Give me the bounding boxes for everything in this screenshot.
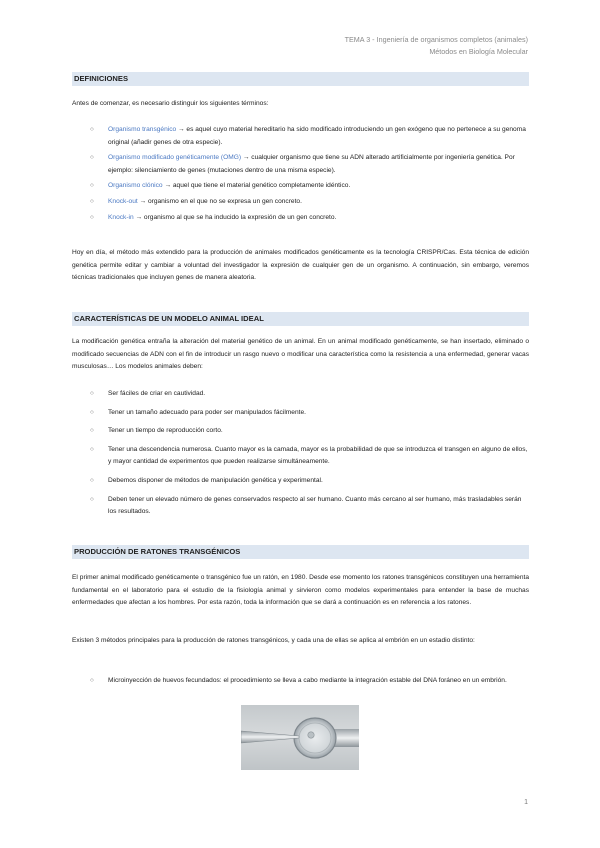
bullet-icon: ○ xyxy=(90,495,94,503)
page-header xyxy=(345,34,528,58)
list-item xyxy=(88,196,528,209)
list-item-text: Tener un tiempo de reproducción corto. xyxy=(108,427,223,435)
list-item xyxy=(88,212,528,225)
definition-text: → organismo al que se ha inducido la expresión de un gen concreto. xyxy=(133,213,337,221)
list-item xyxy=(88,425,528,438)
bullet-icon: ○ xyxy=(90,476,94,484)
definiciones-closing: Hoy en día, el método más extendido para la producción de animales modificados genéticamente es la tecnología CRISPR/Cas. Esta técnica de edición genética permite editar y cambiar a voluntad del investigador la expresión de cualquier gen de un organismo. A continuación, sin embargo, veremos técnicas tradicionales que incluyen genes de manera aleatoria. xyxy=(72,249,529,282)
bullet-icon: ○ xyxy=(90,126,94,133)
bullet-icon: ○ xyxy=(90,677,94,684)
list-item xyxy=(88,444,528,469)
microinjection-illustration xyxy=(241,705,359,770)
pronucleus xyxy=(308,732,314,738)
holding-pipette xyxy=(333,729,359,747)
bullet-icon: ○ xyxy=(90,197,94,205)
page-number: 1 xyxy=(524,799,528,806)
bullet-icon: ○ xyxy=(90,213,94,221)
bullet-icon: ○ xyxy=(90,445,94,453)
list-item-text: Ser fáciles de criar en cautividad. xyxy=(108,390,206,397)
microinjection-image xyxy=(241,705,359,770)
bullet-icon: ○ xyxy=(90,390,94,397)
produccion-paragraph-2: Existen 3 métodos principales para la producción de ratones transgénicos, y cada una de ellas se aplica al embrión en un estadio distinto: xyxy=(72,637,475,644)
list-item-text: Microinyección de huevos fecundados: el procedimiento se lleva a cabo mediante la integración estable del DNA foráneo en un embrión. xyxy=(108,677,507,684)
bullet-icon: ○ xyxy=(90,408,94,416)
list-item xyxy=(88,675,528,688)
list-item xyxy=(88,494,528,519)
header-topic: TEMA 3 - Ingeniería de organismos completos (animales) xyxy=(344,35,528,44)
bullet-icon: ○ xyxy=(90,182,94,190)
list-item-text: Tener un tamaño adecuado para poder ser manipulados fácilmente. xyxy=(108,408,306,416)
definiciones-intro: Antes de comenzar, es necesario distinguir los siguientes términos: xyxy=(72,100,269,107)
list-item-text: Debemos disponer de métodos de manipulación genética y experimental. xyxy=(108,476,323,484)
definition-text: → cualquier organismo que tiene su ADN alterado artificialmente por ingeniería genética. Por ejemplo: silenciamiento de genes (mutaciones dentro de una misma especie). xyxy=(108,154,515,174)
definitions-list xyxy=(88,124,528,224)
definition-term: Knock-out xyxy=(108,197,138,205)
definition-text: → organismo en el que no se expresa un gen concreto. xyxy=(137,197,302,205)
produccion-paragraph-1: El primer animal modificado genéticamente o transgénico fue un ratón, en 1980. Desde ese momento los ratones transgénicos constituyen una herramienta fundamental en el laboratorio para el estudio de la fisiología animal y sirvieron como modelos experimentales para entender la base de muchas enfermedades que afectan a los hombres. Por esta razón, toda la información que se dará a continuación es en referencia a los ratones. xyxy=(72,574,529,607)
definition-text: → aquel que tiene el material genético completamente idéntico. xyxy=(162,182,351,190)
list-item xyxy=(88,152,528,177)
bullet-icon: ○ xyxy=(90,154,94,162)
list-item xyxy=(88,124,528,149)
definition-term: Organismo clónico xyxy=(108,182,163,190)
injection-needle xyxy=(241,731,299,743)
definition-term: Organismo transgénico xyxy=(108,126,177,133)
methods-list xyxy=(88,675,528,688)
egg-cell xyxy=(294,718,336,758)
section-title-definiciones: DEFINICIONES xyxy=(72,72,529,86)
list-item-text: Tener una descendencia numerosa. Cuanto mayor es la camada, mayor es la probabilidad de que se introduzca el transgen en alguno de ellos, y mayor cantidad de experimentos que pueden realizarse simultáneamente. xyxy=(108,445,528,466)
list-item xyxy=(88,388,528,401)
definition-term: Organismo modificado genéticamente (OMG) xyxy=(108,154,242,162)
section-title-caracteristicas: CARACTERÍSTICAS DE UN MODELO ANIMAL IDEAL xyxy=(72,312,529,326)
section-title-produccion: PRODUCCIÓN DE RATONES TRANSGÉNICOS xyxy=(72,545,529,559)
definition-term: Knock-in xyxy=(108,213,134,221)
model-requirements-list xyxy=(88,388,528,519)
list-item xyxy=(88,180,528,193)
caracteristicas-intro: La modificación genética entraña la alteración del material genético de un animal. En un animal modificado genéticamente, se han insertado, eliminado o modificado secuencias de ADN con el fin de introducir un rasgo nuevo o modificar una característica como la resistencia a una enfermedad, generar vacas musculosas… Los modelos animales deben: xyxy=(72,338,529,371)
list-item xyxy=(88,475,528,488)
list-item-text: Deben tener un elevado número de genes conservados respecto al ser humano. Cuanto más cercano al ser humano, más trasladables serán los resultados. xyxy=(108,495,522,516)
header-course: Métodos en Biología Molecular xyxy=(429,47,528,56)
bullet-icon: ○ xyxy=(90,427,94,435)
definition-text: → es aquel cuyo material hereditario ha sido modificado introduciendo un gen exógeno que no pertenece a su genoma original (añadir genes de otra especie). xyxy=(108,126,526,146)
list-item xyxy=(88,407,528,420)
